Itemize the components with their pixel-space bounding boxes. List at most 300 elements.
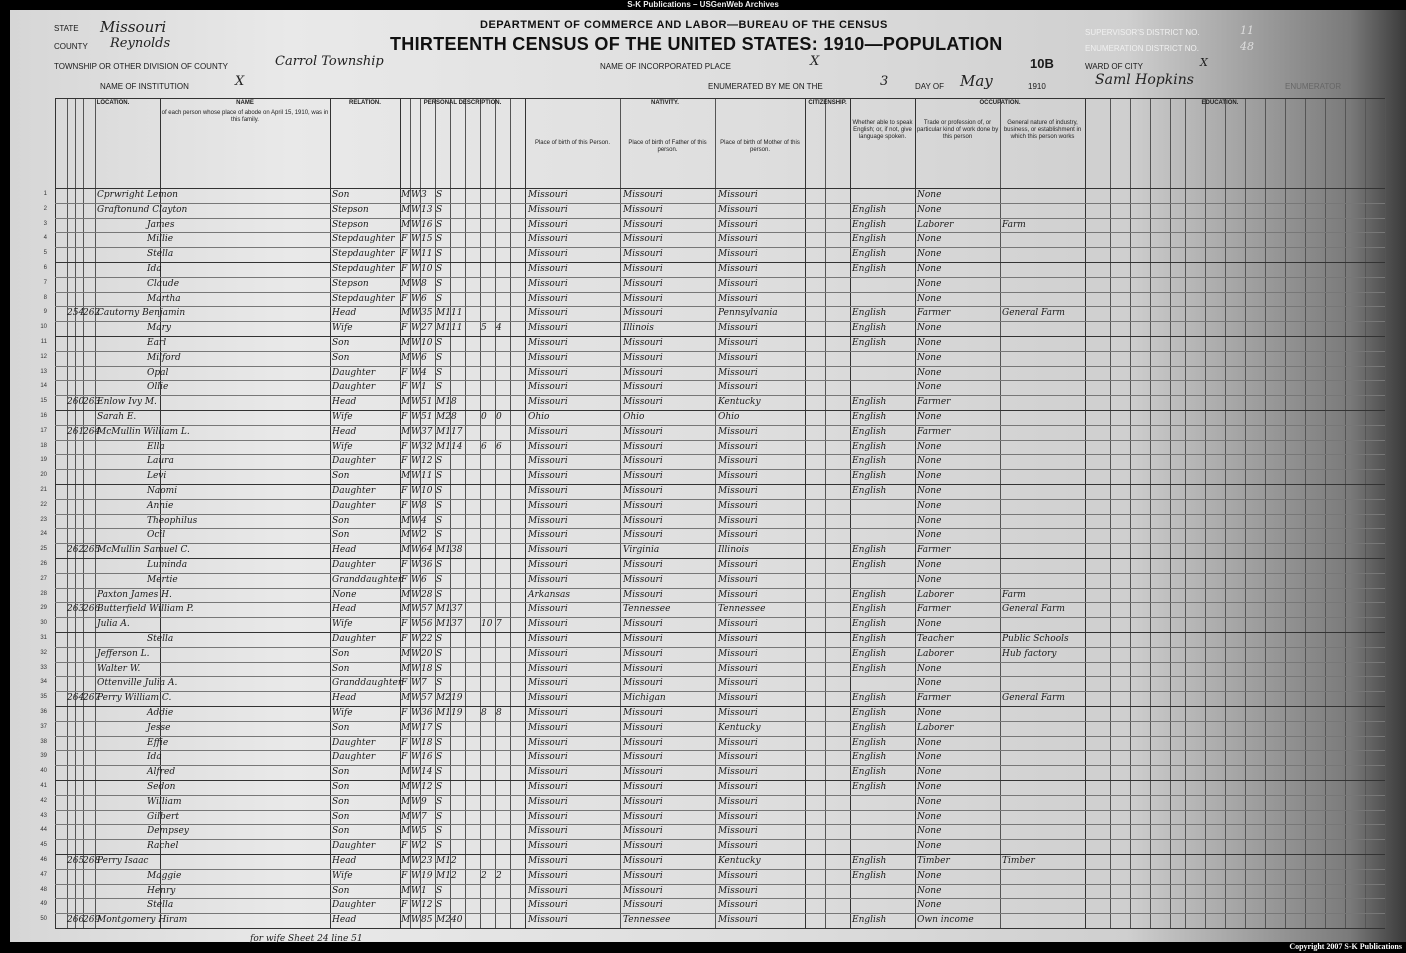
age: 1 xyxy=(421,885,427,896)
col-language: Whether able to speak English; or, if not, give language spoken. xyxy=(852,120,913,140)
race: W xyxy=(411,293,421,304)
language: English xyxy=(852,486,887,496)
trade: None xyxy=(917,382,942,393)
table-row xyxy=(43,306,1385,321)
census-sheet xyxy=(10,10,1406,942)
trade: None xyxy=(917,190,942,200)
person-name: Graftonund Clayton xyxy=(97,204,188,215)
line-number: 41 xyxy=(40,783,47,789)
race: W xyxy=(411,352,421,363)
col-industry: General nature of industry, business, or establishment in which this person works xyxy=(1003,120,1082,140)
birthplace-person: Missouri xyxy=(528,264,568,274)
marital-status: M2 xyxy=(436,412,451,422)
marital-status: S xyxy=(436,796,443,807)
relation: Wife xyxy=(332,619,353,630)
birthplace-mother: Missouri xyxy=(718,648,758,659)
birthplace-father: Missouri xyxy=(623,574,663,585)
col-occupation: OCCUPATION. xyxy=(979,100,1021,106)
birthplace-father: Missouri xyxy=(623,826,663,837)
person-name: Maggie xyxy=(147,870,182,881)
relation: Stepdaughter xyxy=(332,293,395,304)
language: English xyxy=(852,752,887,763)
birthplace-person: Missouri xyxy=(528,204,568,215)
birthplace-person: Missouri xyxy=(528,323,568,334)
trade: None xyxy=(917,900,942,911)
birthplace-mother: Missouri xyxy=(718,796,758,807)
birthplace-father: Missouri xyxy=(623,204,663,215)
children-living: 2 xyxy=(496,870,502,881)
family-number: 264 xyxy=(83,426,101,437)
relation: Daughter xyxy=(332,500,376,511)
table-row xyxy=(40,913,1385,928)
line-number: 47 xyxy=(40,871,47,878)
birthplace-mother: Missouri xyxy=(718,915,758,926)
enumerated-day: 3 xyxy=(880,74,889,89)
industry: Hub factory xyxy=(1002,648,1057,659)
birthplace-mother: Missouri xyxy=(718,500,758,511)
marital-status: S xyxy=(436,737,443,748)
age: 37 xyxy=(421,426,433,437)
race: W xyxy=(411,471,421,482)
relation: Son xyxy=(332,796,350,807)
birthplace-mother: Missouri xyxy=(718,234,758,245)
person-name: Addie xyxy=(147,708,174,718)
birthplace-mother: Missouri xyxy=(718,737,758,748)
birthplace-mother: Missouri xyxy=(718,456,758,467)
township-label: TOWNSHIP OR OTHER DIVISION OF COUNTY xyxy=(54,62,228,71)
years-married: 37 xyxy=(451,604,463,615)
birthplace-mother: Missouri xyxy=(718,678,758,689)
line-number: 24 xyxy=(40,531,47,538)
marital-status: S xyxy=(436,249,443,260)
birthplace-father: Missouri xyxy=(623,885,663,896)
marital-status: M2 xyxy=(436,693,451,704)
birthplace-person: Missouri xyxy=(528,293,568,304)
person-name: Mertie xyxy=(147,574,178,585)
col-birth-person: Place of birth of this Person. xyxy=(534,140,611,146)
enumerated-label: ENUMERATED BY ME ON THE xyxy=(708,82,823,91)
line-number: 4 xyxy=(43,235,47,242)
language: English xyxy=(852,708,887,718)
birthplace-person: Missouri xyxy=(528,870,568,881)
birthplace-father: Missouri xyxy=(623,560,663,570)
person-name: Ella xyxy=(147,441,165,452)
family-number: 266 xyxy=(83,604,101,615)
table-row xyxy=(40,898,1385,913)
marital-status: M1 xyxy=(436,397,451,408)
person-name: Montgomery Hiram xyxy=(97,915,188,926)
age: 6 xyxy=(421,352,427,363)
age: 12 xyxy=(421,900,433,911)
dwelling-number: 260 xyxy=(67,397,85,408)
col-relation: RELATION. xyxy=(349,100,381,106)
age: 2 xyxy=(421,841,427,852)
relation: Wife xyxy=(332,441,353,452)
trade: Farmer xyxy=(917,426,951,437)
birthplace-mother: Missouri xyxy=(718,767,758,778)
years-married: 11 xyxy=(451,323,463,334)
trade: Farmer xyxy=(917,397,951,408)
trade: None xyxy=(917,530,942,541)
family-number: 262 xyxy=(83,308,101,319)
race: W xyxy=(411,323,421,334)
birthplace-father: Tennessee xyxy=(623,915,671,926)
age: 16 xyxy=(421,752,433,763)
table-row xyxy=(40,469,1385,484)
children-living: 8 xyxy=(496,708,502,718)
relation: Son xyxy=(332,471,350,482)
race: W xyxy=(411,796,421,807)
birthplace-father: Missouri xyxy=(623,870,663,881)
col-trade: Trade or profession of, or particular kind of work done by this person xyxy=(916,120,999,140)
children-living: 6 xyxy=(496,441,502,452)
person-name: Cautorny Benjamin xyxy=(97,308,186,319)
age: 64 xyxy=(421,545,433,556)
line-number: 27 xyxy=(40,575,47,582)
relation: Son xyxy=(332,663,350,674)
age: 3 xyxy=(421,190,427,200)
sex: M xyxy=(401,722,411,733)
trade: None xyxy=(917,471,942,482)
table-row xyxy=(40,854,1385,869)
relation: Daughter xyxy=(332,486,376,496)
marital-status: S xyxy=(436,826,443,837)
table-row xyxy=(40,869,1385,884)
birthplace-person: Missouri xyxy=(528,693,568,704)
line-number: 26 xyxy=(40,561,47,567)
person-name: Dempsey xyxy=(147,826,189,837)
marital-status: S xyxy=(436,471,443,482)
birthplace-person: Missouri xyxy=(528,486,568,496)
birthplace-mother: Missouri xyxy=(718,382,758,393)
birthplace-person: Missouri xyxy=(528,663,568,674)
birthplace-father: Missouri xyxy=(623,737,663,748)
birthplace-mother: Missouri xyxy=(718,426,758,437)
trade: Farmer xyxy=(917,545,951,556)
birthplace-person: Missouri xyxy=(528,219,568,230)
sex: F xyxy=(401,500,408,511)
enum-district-label: ENUMERATION DISTRICT NO. xyxy=(1085,44,1199,53)
relation: Head xyxy=(332,693,357,704)
sex: M xyxy=(401,693,411,704)
race: W xyxy=(411,885,421,896)
trade: None xyxy=(917,826,942,837)
age: 36 xyxy=(421,560,433,570)
relation: Granddaughter xyxy=(332,574,403,585)
birthplace-mother: Missouri xyxy=(718,663,758,674)
birthplace-father: Missouri xyxy=(623,219,663,230)
relation: Daughter xyxy=(332,367,376,378)
age: 6 xyxy=(421,293,427,304)
trade: None xyxy=(917,278,942,289)
trade: Laborer xyxy=(917,589,954,600)
marital-status: S xyxy=(436,382,443,393)
birthplace-person: Missouri xyxy=(528,397,568,408)
sex: M xyxy=(401,545,411,556)
birthplace-person: Missouri xyxy=(528,338,568,348)
birthplace-person: Missouri xyxy=(528,308,568,319)
birthplace-person: Missouri xyxy=(528,900,568,911)
years-married: 14 xyxy=(451,441,463,452)
line-number: 23 xyxy=(40,516,47,523)
birthplace-mother: Missouri xyxy=(718,204,758,215)
age: 10 xyxy=(421,338,433,348)
birthplace-mother: Missouri xyxy=(718,278,758,289)
age: 18 xyxy=(421,737,433,748)
birthplace-father: Missouri xyxy=(623,456,663,467)
sex: F xyxy=(401,634,408,644)
sex: F xyxy=(401,486,408,496)
race: W xyxy=(411,900,421,911)
age: 2 xyxy=(421,530,427,541)
birthplace-person: Missouri xyxy=(528,752,568,763)
birthplace-mother: Missouri xyxy=(718,900,758,911)
age: 12 xyxy=(421,782,433,792)
birthplace-father: Missouri xyxy=(623,530,663,541)
table-row xyxy=(40,706,1385,721)
birthplace-father: Missouri xyxy=(623,190,663,200)
family-number: 265 xyxy=(83,545,101,556)
birthplace-mother: Missouri xyxy=(718,249,758,260)
birthplace-father: Missouri xyxy=(623,338,663,348)
table-row xyxy=(43,232,1385,247)
birthplace-mother: Missouri xyxy=(718,870,758,881)
line-number: 2 xyxy=(43,205,47,212)
sex: F xyxy=(401,412,408,422)
years-married: 17 xyxy=(451,426,463,437)
trade: Laborer xyxy=(917,722,954,733)
age: 6 xyxy=(421,574,427,585)
table-row xyxy=(40,454,1385,469)
race: W xyxy=(411,634,421,644)
line-number: 5 xyxy=(43,250,47,257)
race: W xyxy=(411,530,421,541)
birthplace-person: Missouri xyxy=(528,708,568,718)
race: W xyxy=(411,826,421,837)
col-birth-mother: Place of birth of Mother of this person. xyxy=(720,140,800,153)
birthplace-mother: Missouri xyxy=(718,486,758,496)
table-row xyxy=(40,884,1385,899)
person-name: Levi xyxy=(147,471,167,482)
table-row xyxy=(40,395,1385,410)
line-number: 44 xyxy=(40,827,47,834)
age: 56 xyxy=(421,619,433,630)
sex: M xyxy=(401,471,411,482)
marital-status: S xyxy=(436,663,443,674)
relation: Head xyxy=(332,545,357,556)
trade: None xyxy=(917,782,942,792)
person-name: Naomi xyxy=(147,486,178,496)
dwelling-number: 264 xyxy=(67,693,85,704)
sex: F xyxy=(401,708,408,718)
age: 57 xyxy=(421,604,433,615)
sex: M xyxy=(401,589,411,600)
trade: Farmer xyxy=(917,604,951,615)
col-location: LOCATION. xyxy=(96,100,130,106)
relation: Son xyxy=(332,338,350,348)
trade: None xyxy=(917,456,942,467)
census-title: THIRTEENTH CENSUS OF THE UNITED STATES: 1910—POPULATION xyxy=(390,34,1003,54)
sex: M xyxy=(401,767,411,778)
birthplace-person: Missouri xyxy=(528,811,568,822)
age: 10 xyxy=(421,486,433,496)
trade: None xyxy=(917,708,942,718)
years-married: 2 xyxy=(451,870,457,881)
line-number: 31 xyxy=(40,635,47,641)
industry: General Farm xyxy=(1002,308,1065,319)
marital-status: S xyxy=(436,648,443,659)
age: 51 xyxy=(421,397,433,408)
age: 51 xyxy=(421,412,433,422)
sex: F xyxy=(401,870,408,881)
sex: M xyxy=(401,796,411,807)
years-married: 40 xyxy=(451,915,463,926)
table-row xyxy=(40,410,1385,425)
table-row xyxy=(40,528,1385,543)
marital-status: S xyxy=(436,367,443,378)
table-row xyxy=(40,810,1385,825)
birthplace-person: Missouri xyxy=(528,441,568,452)
children-born: 6 xyxy=(481,441,487,452)
marital-status: M1 xyxy=(436,308,451,319)
line-number: 39 xyxy=(40,753,47,760)
race: W xyxy=(411,545,421,556)
birthplace-person: Missouri xyxy=(528,841,568,852)
language: English xyxy=(852,722,887,733)
language: English xyxy=(852,234,887,245)
enumerator-label: ENUMERATOR xyxy=(1285,82,1342,91)
race: W xyxy=(411,204,421,215)
relation: Stepdaughter xyxy=(332,264,395,274)
industry: General Farm xyxy=(1002,693,1065,704)
line-number: 17 xyxy=(40,427,47,434)
table-row xyxy=(40,765,1385,780)
age: 22 xyxy=(421,634,433,644)
sex: F xyxy=(401,382,408,393)
marital-status: S xyxy=(436,204,443,215)
person-name: Sarah E. xyxy=(97,412,137,422)
supervisor-label: SUPERVISOR'S DISTRICT NO. xyxy=(1085,28,1200,37)
race: W xyxy=(411,515,421,526)
marital-status: S xyxy=(436,234,443,245)
sex: M xyxy=(401,352,411,363)
col-birth-father: Place of birth of Father of this person. xyxy=(628,140,707,153)
birthplace-mother: Missouri xyxy=(718,515,758,526)
line-number: 10 xyxy=(40,324,47,331)
table-row xyxy=(40,425,1385,440)
trade: Own income xyxy=(917,915,974,926)
language: English xyxy=(852,663,887,674)
sex: M xyxy=(401,190,411,200)
dwelling-number: 262 xyxy=(67,545,85,556)
marital-status: M2 xyxy=(436,915,451,926)
sex: M xyxy=(401,604,411,615)
birthplace-father: Missouri xyxy=(623,382,663,393)
table-row xyxy=(43,188,1385,203)
dwelling-number: 265 xyxy=(67,856,85,866)
marital-status: S xyxy=(436,560,443,570)
marital-status: M1 xyxy=(436,545,451,556)
birthplace-person: Missouri xyxy=(528,885,568,896)
race: W xyxy=(411,811,421,822)
years-married: 19 xyxy=(451,708,463,718)
sex: F xyxy=(401,619,408,630)
line-number: 48 xyxy=(40,886,47,893)
trade: None xyxy=(917,752,942,763)
table-row xyxy=(43,262,1385,277)
race: W xyxy=(411,264,421,274)
enum-district-value: 48 xyxy=(1240,40,1254,53)
person-name: Gilbert xyxy=(147,811,179,822)
age: 32 xyxy=(421,441,433,452)
line-number: 46 xyxy=(40,857,47,863)
line-number: 19 xyxy=(40,457,47,464)
language: English xyxy=(852,915,887,926)
trade: Teacher xyxy=(917,634,954,644)
birthplace-person: Missouri xyxy=(528,560,568,570)
age: 10 xyxy=(421,264,433,274)
language: English xyxy=(852,308,887,319)
trade: None xyxy=(917,367,942,378)
sex: F xyxy=(401,678,408,689)
ward-value: X xyxy=(1200,56,1208,69)
birthplace-father: Missouri xyxy=(623,782,663,792)
birthplace-father: Missouri xyxy=(623,441,663,452)
marital-status: S xyxy=(436,767,443,778)
trade: None xyxy=(917,737,942,748)
birthplace-father: Virginia xyxy=(623,545,660,556)
marital-status: S xyxy=(436,900,443,911)
relation: Daughter xyxy=(332,737,376,748)
race: W xyxy=(411,219,421,230)
birthplace-father: Missouri xyxy=(623,722,663,733)
township-value: Carrol Township xyxy=(275,54,384,69)
line-number: 34 xyxy=(40,679,47,686)
family-number: 268 xyxy=(83,856,101,866)
sex: M xyxy=(401,885,411,896)
birthplace-mother: Missouri xyxy=(718,264,758,274)
birthplace-mother: Kentucky xyxy=(718,722,761,733)
relation: Son xyxy=(332,885,350,896)
institution-value: X xyxy=(235,74,245,89)
language: English xyxy=(852,471,887,482)
race: W xyxy=(411,426,421,437)
birthplace-father: Ohio xyxy=(623,412,645,422)
birthplace-father: Michigan xyxy=(623,693,666,704)
birthplace-person: Missouri xyxy=(528,352,568,363)
children-born: 0 xyxy=(481,412,487,422)
trade: None xyxy=(917,293,942,304)
marital-status: S xyxy=(436,574,443,585)
race: W xyxy=(411,870,421,881)
sex: M xyxy=(401,397,411,408)
person-name: Earl xyxy=(147,338,167,348)
copyright-notice: Copyright 2007 S-K Publications xyxy=(1289,942,1402,951)
relation: Wife xyxy=(332,708,353,718)
birthplace-mother: Pennsylvania xyxy=(718,308,778,319)
age: 36 xyxy=(421,708,433,718)
sex: F xyxy=(401,560,408,570)
birthplace-father: Missouri xyxy=(623,796,663,807)
race: W xyxy=(411,619,421,630)
line-number: 42 xyxy=(40,797,47,804)
marital-status: S xyxy=(436,500,443,511)
age: 27 xyxy=(421,323,433,334)
race: W xyxy=(411,338,421,348)
person-name: Paxton James H. xyxy=(97,589,172,600)
race: W xyxy=(411,678,421,689)
person-name: Perry Isaac xyxy=(97,856,149,866)
